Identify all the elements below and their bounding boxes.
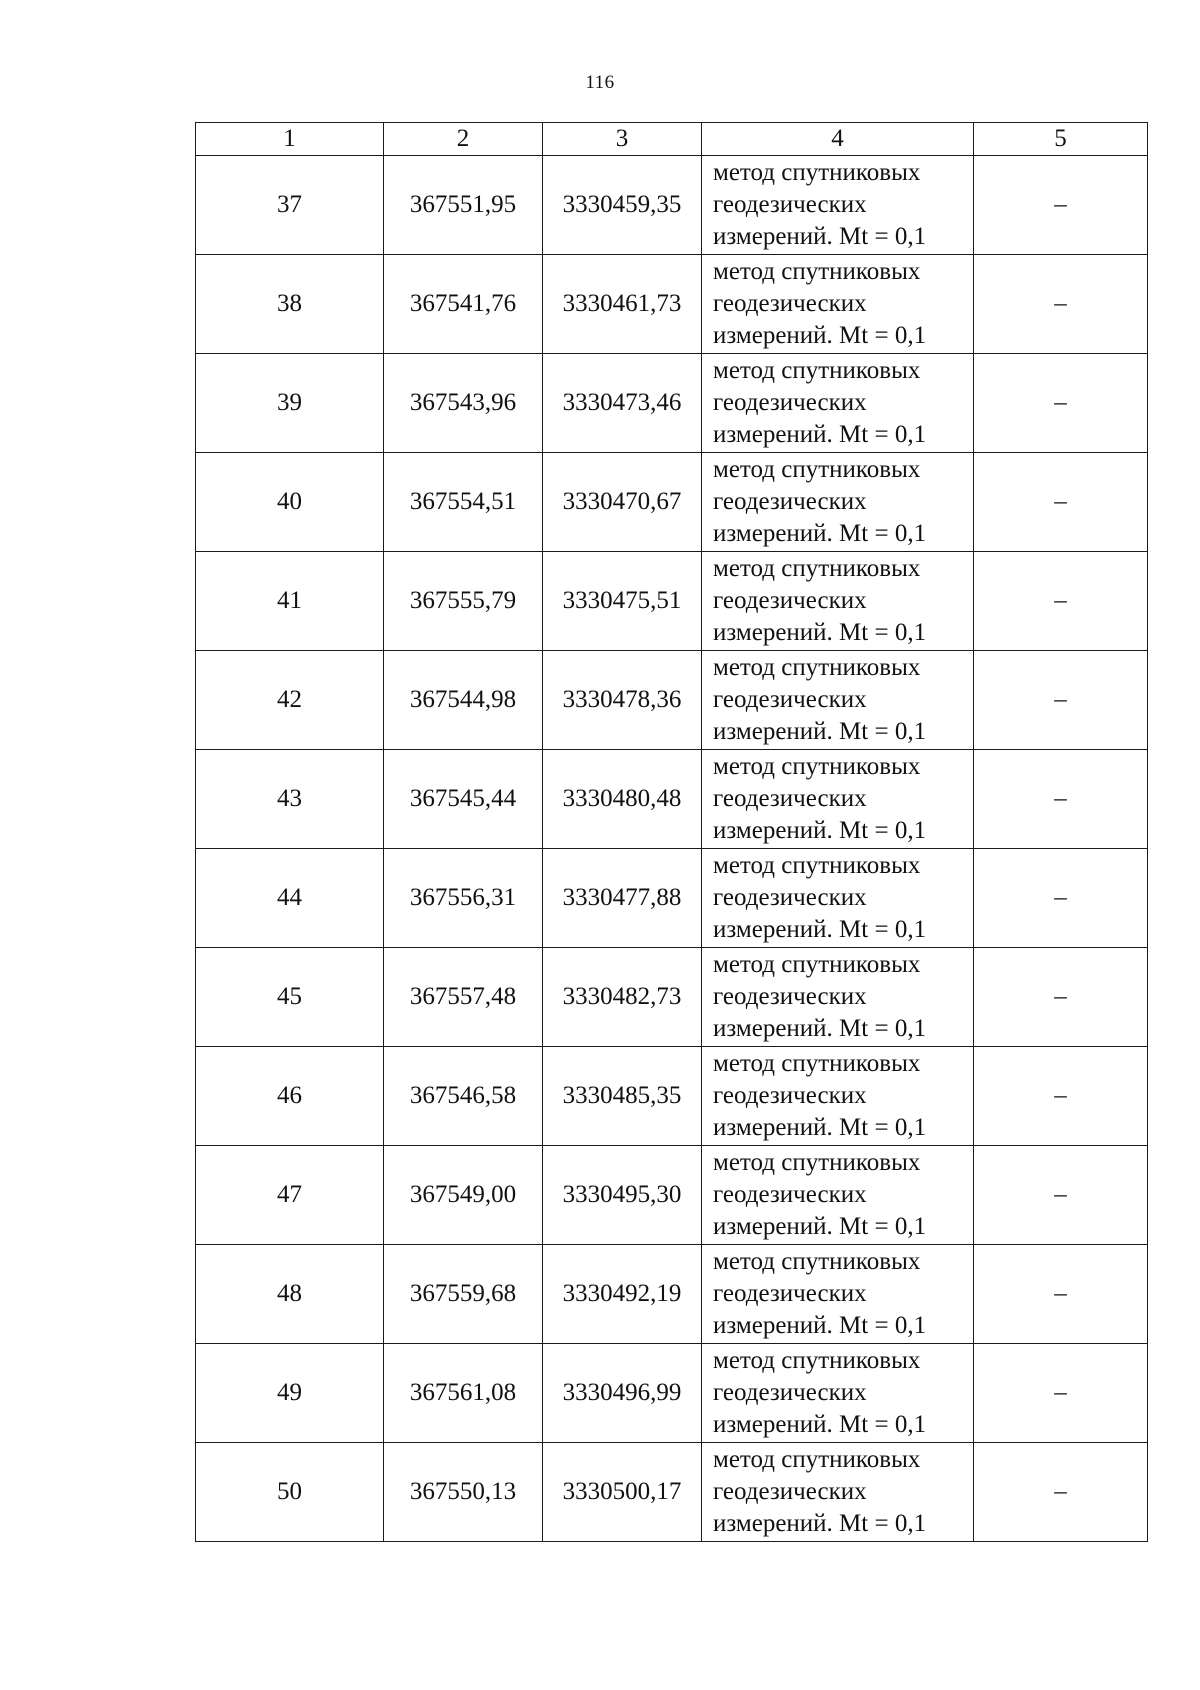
y-coordinate-cell: 3330496,99: [543, 1344, 702, 1443]
method-line: геодезических: [713, 1478, 867, 1505]
note-cell: –: [974, 651, 1148, 750]
x-coordinate-cell: 367559,68: [384, 1245, 543, 1344]
table-row: [196, 1047, 1148, 1146]
point-number-cell: 46: [196, 1047, 384, 1146]
point-number-cell: 44: [196, 849, 384, 948]
x-coordinate-cell: 367550,13: [384, 1443, 543, 1542]
x-coordinate-cell: 367546,58: [384, 1047, 543, 1146]
y-coordinate-cell: 3330477,88: [543, 849, 702, 948]
table-row: [196, 1146, 1148, 1245]
method-line: метод спутниковых: [713, 357, 921, 384]
table-row: [196, 552, 1148, 651]
method-line: метод спутниковых: [713, 1050, 921, 1077]
table-row: [196, 453, 1148, 552]
y-coordinate-cell: 3330461,73: [543, 255, 702, 354]
method-line: геодезических: [713, 1082, 867, 1109]
x-coordinate-cell: 367543,96: [384, 354, 543, 453]
method-line: метод спутниковых: [713, 1248, 921, 1275]
y-coordinate-cell: 3330495,30: [543, 1146, 702, 1245]
table-row: [196, 1245, 1148, 1344]
table-row: [196, 1443, 1148, 1542]
table-row: [196, 156, 1148, 255]
table-row: [196, 1344, 1148, 1443]
method-line: геодезических: [713, 587, 867, 614]
x-coordinate-cell: 367557,48: [384, 948, 543, 1047]
note-cell: –: [974, 453, 1148, 552]
method-line: метод спутниковых: [713, 456, 921, 483]
method-line: измерений. Mt = 0,1: [713, 1114, 927, 1141]
point-number-cell: 50: [196, 1443, 384, 1542]
x-coordinate-cell: 367556,31: [384, 849, 543, 948]
method-cell: [702, 1443, 974, 1542]
y-coordinate-cell: 3330475,51: [543, 552, 702, 651]
note-cell: –: [974, 1344, 1148, 1443]
x-coordinate-cell: 367549,00: [384, 1146, 543, 1245]
x-coordinate-cell: 367541,76: [384, 255, 543, 354]
method-cell: [702, 354, 974, 453]
table-row: [196, 750, 1148, 849]
header-col-2: 2: [384, 123, 543, 156]
y-coordinate-cell: 3330470,67: [543, 453, 702, 552]
note-cell: –: [974, 255, 1148, 354]
note-cell: –: [974, 1047, 1148, 1146]
note-cell: –: [974, 750, 1148, 849]
method-line: метод спутниковых: [713, 159, 921, 186]
method-line: геодезических: [713, 488, 867, 515]
method-line: метод спутниковых: [713, 951, 921, 978]
note-cell: –: [974, 1443, 1148, 1542]
method-line: метод спутниковых: [713, 555, 921, 582]
method-line: измерений. Mt = 0,1: [713, 1312, 927, 1339]
method-cell: [702, 750, 974, 849]
x-coordinate-cell: 367554,51: [384, 453, 543, 552]
coordinates-table: [195, 122, 1148, 1542]
y-coordinate-cell: 3330485,35: [543, 1047, 702, 1146]
method-cell: [702, 1344, 974, 1443]
point-number-cell: 41: [196, 552, 384, 651]
table-row: [196, 354, 1148, 453]
header-col-4: 4: [702, 123, 974, 156]
note-cell: –: [974, 1146, 1148, 1245]
note-cell: –: [974, 156, 1148, 255]
method-line: измерений. Mt = 0,1: [713, 916, 927, 943]
page-number: 116: [585, 72, 615, 93]
header-col-5: 5: [974, 123, 1148, 156]
method-line: метод спутниковых: [713, 1347, 921, 1374]
point-number-cell: 47: [196, 1146, 384, 1245]
point-number-cell: 40: [196, 453, 384, 552]
method-line: измерений. Mt = 0,1: [713, 1510, 927, 1537]
method-line: метод спутниковых: [713, 1446, 921, 1473]
method-line: метод спутниковых: [713, 852, 921, 879]
point-number-cell: 48: [196, 1245, 384, 1344]
table-header: [196, 123, 1148, 156]
x-coordinate-cell: 367555,79: [384, 552, 543, 651]
method-line: геодезических: [713, 389, 867, 416]
method-line: метод спутниковых: [713, 258, 921, 285]
method-line: измерений. Mt = 0,1: [713, 421, 927, 448]
method-line: геодезических: [713, 1181, 867, 1208]
method-line: измерений. Mt = 0,1: [713, 223, 927, 250]
point-number-cell: 45: [196, 948, 384, 1047]
method-line: измерений. Mt = 0,1: [713, 718, 927, 745]
method-cell: [702, 948, 974, 1047]
table-row: [196, 255, 1148, 354]
note-cell: –: [974, 849, 1148, 948]
method-cell: [702, 453, 974, 552]
method-line: метод спутниковых: [713, 654, 921, 681]
y-coordinate-cell: 3330480,48: [543, 750, 702, 849]
y-coordinate-cell: 3330500,17: [543, 1443, 702, 1542]
method-line: измерений. Mt = 0,1: [713, 817, 927, 844]
table-body: [196, 156, 1148, 1542]
method-cell: [702, 651, 974, 750]
y-coordinate-cell: 3330482,73: [543, 948, 702, 1047]
point-number-cell: 37: [196, 156, 384, 255]
method-line: геодезических: [713, 686, 867, 713]
method-line: геодезических: [713, 1379, 867, 1406]
method-line: метод спутниковых: [713, 1149, 921, 1176]
method-line: измерений. Mt = 0,1: [713, 322, 927, 349]
method-line: метод спутниковых: [713, 753, 921, 780]
header-row: [196, 123, 1148, 156]
x-coordinate-cell: 367561,08: [384, 1344, 543, 1443]
x-coordinate-cell: 367545,44: [384, 750, 543, 849]
point-number-cell: 43: [196, 750, 384, 849]
method-line: геодезических: [713, 785, 867, 812]
point-number-cell: 49: [196, 1344, 384, 1443]
method-cell: [702, 156, 974, 255]
method-line: геодезических: [713, 191, 867, 218]
method-line: геодезических: [713, 884, 867, 911]
method-line: измерений. Mt = 0,1: [713, 1015, 927, 1042]
point-number-cell: 38: [196, 255, 384, 354]
y-coordinate-cell: 3330473,46: [543, 354, 702, 453]
y-coordinate-cell: 3330478,36: [543, 651, 702, 750]
method-line: измерений. Mt = 0,1: [713, 619, 927, 646]
point-number-cell: 42: [196, 651, 384, 750]
x-coordinate-cell: 367544,98: [384, 651, 543, 750]
y-coordinate-cell: 3330492,19: [543, 1245, 702, 1344]
method-line: геодезических: [713, 290, 867, 317]
method-line: измерений. Mt = 0,1: [713, 1213, 927, 1240]
header-col-3: 3: [543, 123, 702, 156]
method-line: измерений. Mt = 0,1: [713, 520, 927, 547]
note-cell: –: [974, 948, 1148, 1047]
y-coordinate-cell: 3330459,35: [543, 156, 702, 255]
header-col-1: 1: [196, 123, 384, 156]
method-line: измерений. Mt = 0,1: [713, 1411, 927, 1438]
method-cell: [702, 849, 974, 948]
note-cell: –: [974, 1245, 1148, 1344]
method-cell: [702, 1047, 974, 1146]
method-cell: [702, 552, 974, 651]
method-cell: [702, 1146, 974, 1245]
point-number-cell: 39: [196, 354, 384, 453]
method-cell: [702, 1245, 974, 1344]
table-row: [196, 651, 1148, 750]
x-coordinate-cell: 367551,95: [384, 156, 543, 255]
method-line: геодезических: [713, 983, 867, 1010]
table-row: [196, 849, 1148, 948]
table-row: [196, 948, 1148, 1047]
note-cell: –: [974, 354, 1148, 453]
method-cell: [702, 255, 974, 354]
method-line: геодезических: [713, 1280, 867, 1307]
note-cell: –: [974, 552, 1148, 651]
